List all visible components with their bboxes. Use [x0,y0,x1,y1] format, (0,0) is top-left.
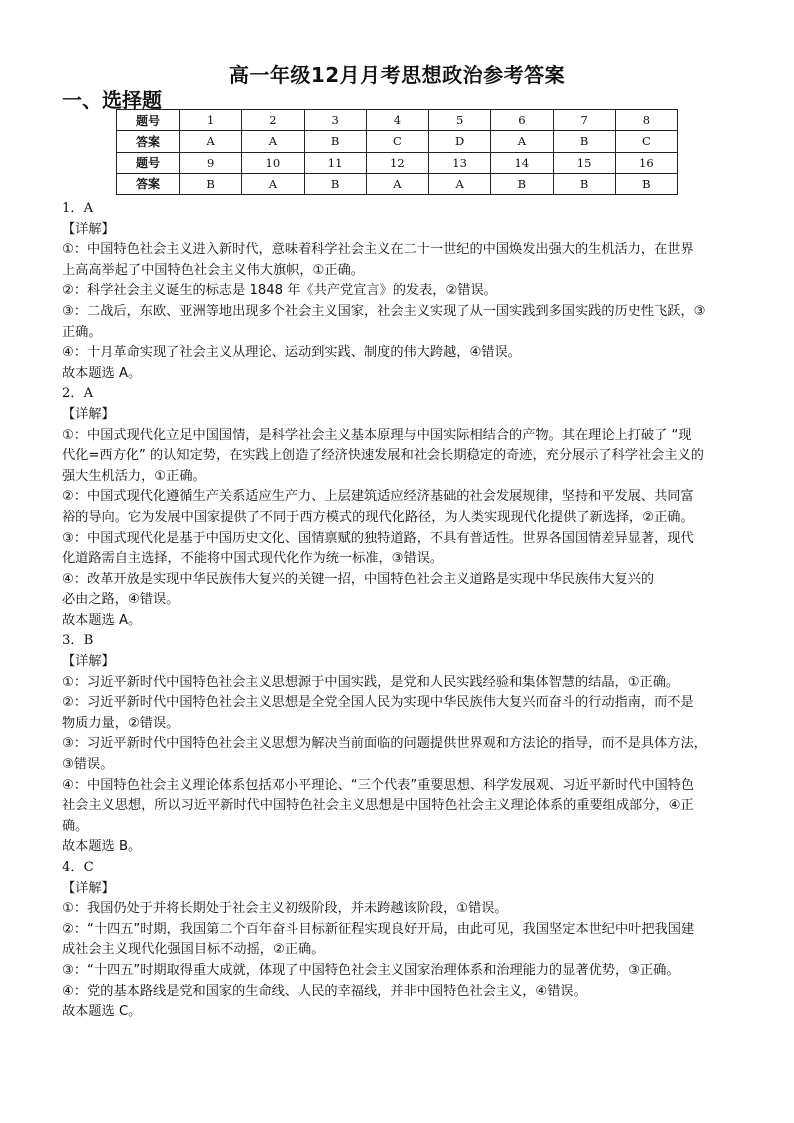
content-line: ③：习近平新时代中国特色社会主义思想为解决当前面临的问题提供世界观和方法论的指导，而不是具体方法， [62,736,707,752]
content-line: ③：中国式现代化是基于中国历史文化、国情禀赋的独特道路，不具有普适性。世界各国国情差异显著，现代 [62,530,694,546]
answer-table-cell: 14 [491,152,553,173]
answer-table-cell: C [615,131,677,152]
answer-table-cell: B [304,173,366,194]
content-line: ①：我国仍处于并将长期处于社会主义初级阶段，并未跨越该阶段，①错误。 [62,901,508,917]
answer-table-row [117,173,678,194]
content-line: 故本题选 A。 [62,365,142,381]
answer-table-cell: A [242,131,304,152]
answer-table-cell: B [553,131,615,152]
answer-table-cell: 6 [491,110,553,131]
answer-table-cell: 4 [366,110,428,131]
answer-table-cell: B [615,173,677,194]
answer-table-row [117,110,678,131]
content-line: 4．C [62,860,94,875]
content-line: 故本题选 A。 [62,612,142,628]
content-line: 正确。 [62,324,102,340]
answer-table-row-header: 题号 [117,110,180,131]
content-line: 必由之路，④错误。 [62,592,180,608]
answer-table-cell: A [491,131,553,152]
answer-table-row-header: 答案 [117,131,180,152]
content-line: ④：十月革命实现了社会主义从理论、运动到实践、制度的伟大跨越，④错误。 [62,345,521,361]
answer-table-row-header: 题号 [117,152,180,173]
content-line: 【详解】 [62,406,115,422]
answer-table-cell: 11 [304,152,366,173]
answer-table-row [117,131,678,152]
content-line: ④：改革开放是实现中华民族伟大复兴的关键一招，中国特色社会主义道路是实现中华民族伟大复兴的 [62,571,655,587]
content-line: ①：中国式现代化立足中国国情，是科学社会主义基本原理与中国实际相结合的产物。其在理论上打破了 “现 [62,427,692,443]
answer-table-cell: 16 [615,152,677,173]
content-line: 故本题选 B。 [62,839,142,855]
answer-table-row [117,152,678,173]
content-line: 上高高举起了中国特色社会主义伟大旗帜，①正确。 [62,262,364,278]
content-line: ①：习近平新时代中国特色社会主义思想源于中国实践，是党和人民实践经验和集体智慧的结晶，①正确。 [62,674,680,690]
answer-table-cell: A [180,131,242,152]
answer-table-cell: 8 [615,110,677,131]
content-line: 【详解】 [62,221,115,237]
content-line: 故本题选 C。 [62,1004,142,1020]
answer-table-cell: B [180,173,242,194]
content-line: ②：“十四五”时期，我国第二个百年奋斗目标新征程实现良好开局，由此可见，我国坚定本世纪中叶把我国建 [62,921,695,937]
content-line: ③：“十四五”时期取得重大成就，体现了中国特色社会主义国家治理体系和治理能力的显著优势，③正确。 [62,962,680,978]
content-line: ②：科学社会主义诞生的标志是 1848 年《共产党宣言》的发表，②错误。 [62,283,497,299]
content-line: ③错误。 [62,757,114,773]
content-line: 裕的导向。它为发展中国家提供了不同于西方模式的现代化路径，为人类实现现代化提供了新选择，②正确。 [62,509,694,525]
content-line: ④：中国特色社会主义理论体系包括邓小平理论、“三个代表”重要思想、科学发展观、习近平新时代中国特色 [62,777,695,793]
answer-table-cell: 1 [180,110,242,131]
explanation-content [62,199,738,1023]
answer-table-cell: 15 [553,152,615,173]
content-line: ②：中国式现代化遵循生产关系适应生产力、上层建筑适应经济基础的社会发展规律，坚持和平发展、共同富 [62,489,694,505]
content-line: 社会主义思想，所以习近平新时代中国特色社会主义思想是中国特色社会主义理论体系的重要组成部分，④正 [62,798,694,814]
content-line: 化道路需自主选择，不能将中国式现代化作为统一标准，③错误。 [62,551,444,567]
answer-table-cell: D [429,131,491,152]
content-line: 确。 [62,818,89,834]
answer-table-cell: C [366,131,428,152]
answer-table-cell: A [366,173,428,194]
content-line: ①：中国特色社会主义进入新时代，意味着科学社会主义在二十一世纪的中国焕发出强大的生机活力，在世界 [62,242,694,258]
answer-table [116,109,678,195]
content-line: 【详解】 [62,880,115,896]
content-line: ②：习近平新时代中国特色社会主义思想是全党全国人民为实现中华民族伟大复兴而奋斗的行动指南，而不是 [62,695,694,711]
content-line: ③：二战后，东欧、亚洲等地出现多个社会主义国家，社会主义实现了从一国实践到多国实践的历史性飞跃，③ [62,303,706,319]
answer-table-row-header: 答案 [117,173,180,194]
content-line: 成社会主义现代化强国目标不动摇，②正确。 [62,942,325,958]
content-line: ④：党的基本路线是党和国家的生命线、人民的幸福线，并非中国特色社会主义，④错误。 [62,983,587,999]
answer-table-cell: 10 [242,152,304,173]
answer-table-cell: B [553,173,615,194]
answer-table-cell: 12 [366,152,428,173]
content-line: 【详解】 [62,654,115,670]
answer-table-cell: A [242,173,304,194]
content-line: 强大生机活力，①正确。 [62,468,206,484]
answer-table-cell: B [304,131,366,152]
content-line: 3．B [62,633,94,649]
page-title: 高一年级12月月考思想政治参考答案 [228,63,566,87]
answer-table-cell: B [491,173,553,194]
content-line: 物质力量，②错误。 [62,715,180,731]
answer-table-cell: 7 [553,110,615,131]
section-heading: 一、选择题 [62,88,162,112]
answer-table-cell: 3 [304,110,366,131]
content-line: 1．A [62,201,94,216]
answer-table-cell: 13 [429,152,491,173]
answer-table-cell: 5 [429,110,491,131]
answer-table-cell: 9 [180,152,242,173]
content-line: 2．A [62,386,94,402]
answer-table-cell: 2 [242,110,304,131]
answer-table-cell: A [429,173,491,194]
content-line: 代化=西方化” 的认知定势，在实践上创造了经济快速发展和社会长期稳定的奇迹，充分展示了科学社会主义的 [62,448,704,464]
